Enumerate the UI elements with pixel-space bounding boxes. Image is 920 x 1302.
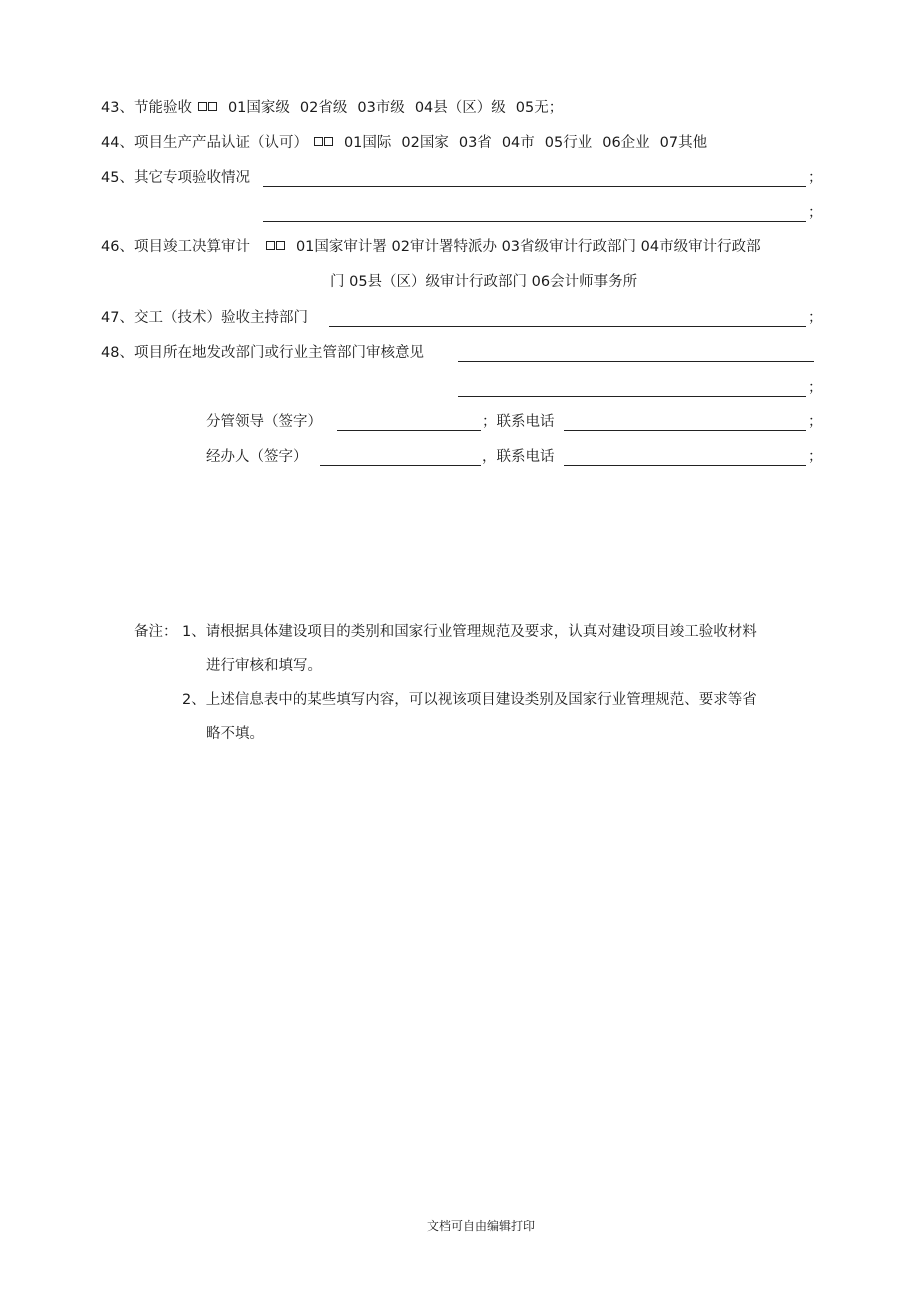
item-45-label: 45、其它专项验收情况 (101, 170, 250, 186)
item-48-input-line-2[interactable] (458, 396, 806, 397)
handler-signature-field[interactable] (320, 465, 481, 466)
option: 01国家级 (227, 100, 290, 116)
item-44 (101, 133, 707, 153)
option: 02国家 (401, 135, 449, 151)
note-2-line-1: 2、上述信息表中的某些填写内容，可以视该项目建设类别及国家行业管理规范、要求等省 (182, 692, 757, 708)
option: 03省 (458, 135, 492, 151)
checkbox[interactable] (198, 102, 207, 111)
item-48-input-line-1[interactable] (458, 361, 814, 362)
checkbox-pair[interactable] (266, 237, 286, 257)
option: 02省级 (299, 100, 348, 116)
option: 01国际 (343, 135, 392, 151)
note-1-line-1: 1、请根据具体建设项目的类别和国家行业管理规范及要求，认真对建设项目竣工验收材料 (182, 624, 757, 640)
leader-phone-label: ；联系电话 (482, 414, 555, 430)
item-43 (101, 98, 563, 118)
option: 06企业 (602, 135, 650, 151)
item-46-options-line-2: 门 05县（区）级审计行政部门 06会计师事务所 (330, 274, 638, 290)
item-43-label: 43、节能验收 (101, 100, 192, 116)
line-end: ； (808, 310, 823, 326)
item-46-options-line-1: 01国家审计署 02审计署特派办 03省级审计行政部门 04市级审计行政部 (295, 239, 761, 255)
handler-phone-field[interactable] (564, 465, 806, 466)
item-44-label: 44、项目生产产品认证（认可） (101, 135, 308, 151)
option: 03市级 (357, 100, 405, 116)
notes-prefix: 备注： (134, 624, 178, 640)
line-end: ； (808, 170, 823, 186)
checkbox[interactable] (314, 137, 323, 146)
item-45-input-line-1[interactable] (263, 186, 806, 187)
option: 04市 (501, 135, 535, 151)
checkbox[interactable] (276, 241, 285, 250)
line-end: ； (808, 205, 823, 221)
option: 05行业 (544, 135, 593, 151)
item-47-input-line[interactable] (329, 326, 806, 327)
option: 04县（区）级 (414, 100, 506, 116)
line-end: ； (808, 414, 823, 430)
item-47-label: 47、交工（技术）验收主持部门 (101, 310, 308, 326)
handler-signature-label: 经办人（签字） (206, 449, 308, 465)
leader-phone-field[interactable] (564, 430, 806, 431)
leader-signature-label: 分管领导（签字） (206, 414, 322, 430)
item-46-label: 46、项目竣工决算审计 (101, 239, 250, 255)
line-end: ； (808, 380, 823, 396)
checkbox-pair[interactable] (314, 133, 334, 153)
item-48-label: 48、项目所在地发改部门或行业主管部门审核意见 (101, 345, 424, 361)
page-footer: 文档可自由编辑打印 (427, 1219, 536, 1233)
option: 05无； (515, 100, 564, 116)
checkbox-pair[interactable] (198, 98, 218, 118)
item-45-input-line-2[interactable] (263, 221, 806, 222)
note-1-line-2: 进行审核和填写。 (206, 658, 322, 674)
option: 07其他 (659, 135, 708, 151)
checkbox[interactable] (208, 102, 217, 111)
leader-signature-field[interactable] (337, 430, 481, 431)
note-2-line-2: 略不填。 (206, 726, 264, 742)
line-end: ； (808, 449, 823, 465)
checkbox[interactable] (324, 137, 333, 146)
handler-phone-label: ，联系电话 (482, 449, 555, 465)
checkbox[interactable] (266, 241, 275, 250)
item-46 (101, 237, 761, 257)
